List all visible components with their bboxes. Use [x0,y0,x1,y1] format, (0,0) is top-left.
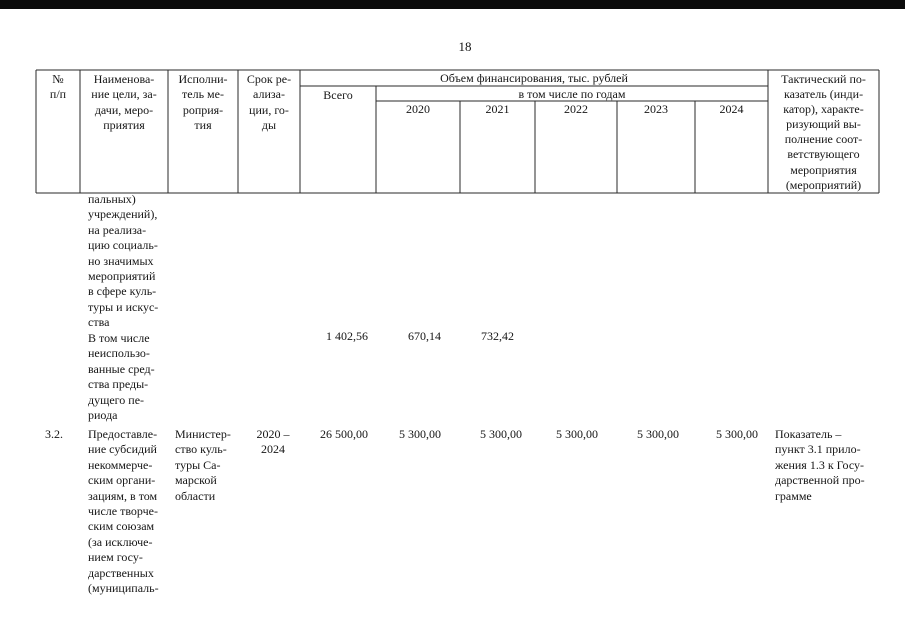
cont-row-name: пальных) учреждений), на реализа- цию социаль- но значимых мероприятий в сфере куль- туры и искус- ства [88,192,159,330]
header-total: Всего [323,88,353,102]
header-financing: Объем финансирования, тыс. рублей [440,71,628,85]
header-year-2022: 2022 [564,102,588,116]
sub-row-2021: 732,42 [481,329,514,343]
row-3-2-2024: 5 300,00 [716,427,758,441]
header-indicator: Тактический по- казатель (инди- катор), характе- ризующий вы- полнение соот- ветствующего мероприятия (мероприятий) [781,72,866,192]
header-year-2023: 2023 [644,102,668,116]
row-3-2-2020: 5 300,00 [399,427,441,441]
row-3-2-2022: 5 300,00 [556,427,598,441]
header-name: Наименова- ние цели, за- дачи, меро- приятия [91,72,157,133]
row-3-2-name: Предоставле- ние субсидий некоммерче- ским органи- зациям, в том числе творче- ским союзам (за исключе- нием госу- дарственных (муниципаль- [88,427,159,596]
sub-row-name: В том числе неиспользо- ванные сред- ства преды- дущего пе- риода [88,331,155,423]
header-year-2020: 2020 [406,102,430,116]
row-3-2-term: 2020 – 2024 [256,427,290,457]
sub-row-2020: 670,14 [408,329,441,343]
page-number: 18 [458,39,472,54]
header-term: Срок ре- ализа- ции, го- ды [246,72,292,133]
header-year-2021: 2021 [485,102,510,116]
header-by-years: в том числе по годам [518,87,626,101]
header-executor: Исполни- тель ме- роприя- тия [178,72,228,133]
row-3-2-num: 3.2. [45,427,63,441]
header-year-2024: 2024 [719,102,744,116]
row-3-2-2021: 5 300,00 [480,427,522,441]
row-3-2-executor: Министер- ство куль- туры Са- марской области [175,427,231,503]
row-3-2-2023: 5 300,00 [637,427,679,441]
row-3-2-indicator: Показатель – пункт 3.1 прило- жения 1.3 к Госу- дарственной про- грамме [775,427,865,503]
header-num: № п/п [49,72,67,102]
row-3-2-total: 26 500,00 [320,427,368,441]
sub-row-total: 1 402,56 [326,329,368,343]
